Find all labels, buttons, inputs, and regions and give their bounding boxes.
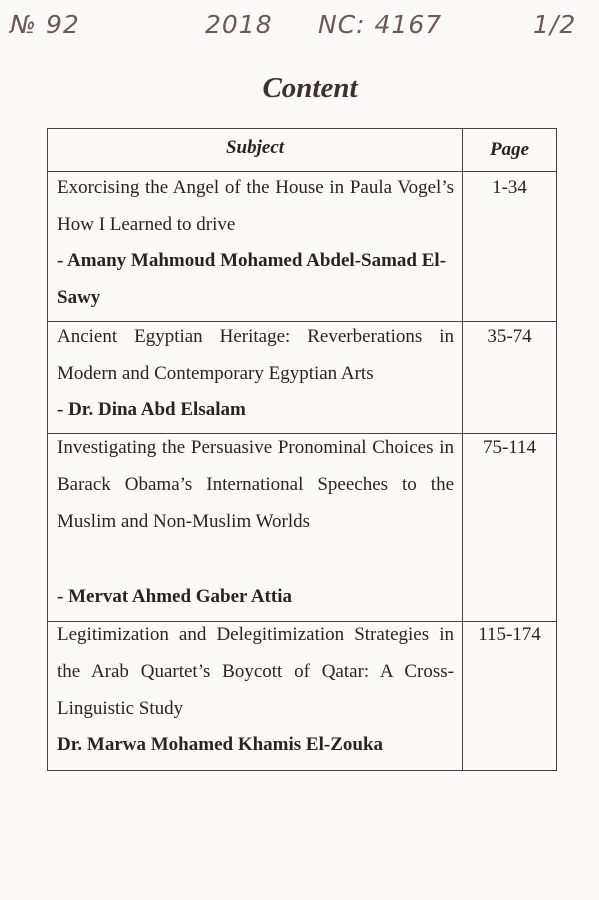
table-row	[48, 323, 556, 434]
entry-pages: 75-114	[482, 437, 537, 458]
entry-title: Investigating the Persuasive Pronominal Choices in Barack Obama’s International Speeches to the Muslim and Non-Muslim Worlds	[57, 437, 454, 532]
header-page: Page	[489, 139, 530, 160]
entry-title: Ancient Egyptian Heritage: Reverberations in Modern and Contemporary Egyptian Arts	[57, 326, 454, 384]
year-annotation: 2018	[205, 10, 273, 39]
entry-pages: 1-34	[492, 177, 527, 198]
table-row	[48, 623, 556, 770]
table-row	[48, 435, 556, 622]
issue-number-annotation: № 92	[10, 10, 80, 39]
header-subject: Subject	[225, 137, 285, 158]
entry-author: - Amany Mahmoud Mohamed Abdel-Samad El-Sawy	[57, 250, 447, 308]
entry-title: Legitimization and Delegitimization Strategies in the Arab Quartet’s Boycott of Qatar: A Cross-Linguistic Study	[57, 624, 454, 719]
contents-table	[47, 128, 557, 771]
handwritten-annotations	[0, 10, 599, 50]
page-title: Content	[262, 72, 358, 104]
part-annotation: 1/2	[533, 10, 577, 39]
entry-pages: 35-74	[487, 326, 532, 347]
entry-author: - Dr. Dina Abd Elsalam	[57, 399, 246, 420]
entry-pages: 115-174	[478, 624, 541, 645]
entry-title: Exorcising the Angel of the House in Paula Vogel’s How I Learned to drive	[57, 177, 454, 235]
nc-number-annotation: NC: 4167	[318, 10, 443, 39]
table-header	[48, 129, 556, 172]
table-row	[48, 172, 556, 322]
entry-author: Dr. Marwa Mohamed Khamis El-Zouka	[57, 734, 384, 755]
entry-author: - Mervat Ahmed Gaber Attia	[57, 586, 292, 607]
